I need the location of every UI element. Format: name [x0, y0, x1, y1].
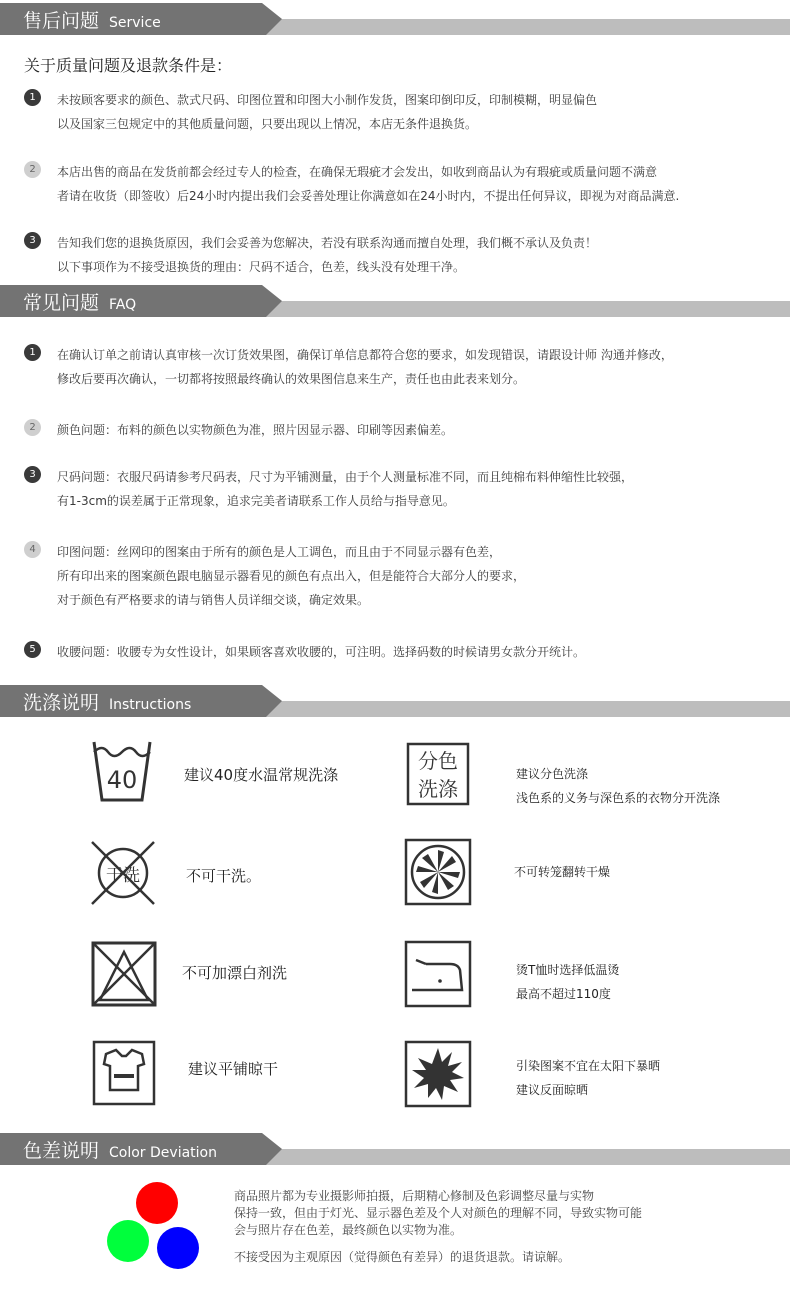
color-description: 商品照片都为专业摄影师拍摄，后期精心修制及色彩调整尽量与实物 保持一致，但由于灯光、显示器色差及个人对颜色的理解不同，导致实物可能 会与照片存在色差，最终颜色以实物为准。 — [234, 1189, 643, 1237]
item-text: 未按顾客要求的颜色、款式尺码、印图位置和印图大小制作发货，图案印倒印反，印制模糊，明显偏色 以及国家三包规定中的其他质量问题，只要出现以上情况，本店无条件退换货。 — [57, 93, 598, 131]
item-text: 在确认订单之前请认真审核一次订货效果图，确保订单信息都符合您的要求，如发现错误，请跟设计师 沟通并修改， 修改后要再次确认，一切都将按照最终确认的效果图信息来生产，责任也由此表来划分。 — [57, 348, 673, 386]
no-bleach-label: 不可加漂白剂洗 — [182, 964, 288, 982]
no-tumble-dry-icon — [404, 838, 472, 906]
section-title: 色差说明 Color Deviation — [23, 1140, 217, 1162]
separate-wash-label: 建议分色洗涤 浅色系的义务与深色系的衣物分开洗涤 — [516, 767, 721, 805]
service-lead: 关于质量问题及退款条件是： — [24, 56, 233, 75]
wash-40-icon — [88, 738, 156, 806]
item-text: 告知我们您的退换货原因，我们会妥善为您解决，若没有联系沟通而擅自处理，我们概不承认及负责！ 以下事项作为不接受退换货的理由：尺码不适合，色差，线头没有处理干净。 — [57, 236, 598, 274]
separate-wash-icon — [406, 742, 470, 806]
iron-low-label: 烫T恤时选择低温烫 最高不超过110度 — [516, 963, 620, 1001]
number-badge: 1 — [24, 344, 41, 361]
no-sun-icon — [404, 1040, 472, 1108]
number-badge: 3 — [24, 232, 41, 249]
flat-dry-label: 建议平铺晾干 — [188, 1060, 279, 1078]
no-dry-clean-icon — [88, 838, 158, 908]
section-title: 售后问题 Service — [23, 10, 161, 32]
red-dot — [136, 1182, 178, 1224]
item-text: 本店出售的商品在发货前都会经过专人的检查，在确保无瑕疵才会发出，如收到商品认为有瑕疵或质量问题不满意 者请在收货（即签收）后24小时内提出我们会妥善处理让你满意如在24小时内，不提出任何异议，即视为对商品满意. — [57, 165, 680, 203]
number-badge: 2 — [24, 419, 41, 436]
svg-text:洗涤: 洗涤 — [418, 777, 458, 801]
color-return-note: 不接受因为主观原因（觉得颜色有差异）的退货退款。请谅解。 — [234, 1250, 571, 1264]
svg-text:40: 40 — [106, 766, 138, 794]
section-title: 洗涤说明 Instructions — [23, 692, 192, 714]
no-sun-label: 引染图案不宜在太阳下暴晒 建议反面晾晒 — [516, 1059, 661, 1097]
blue-dot — [157, 1227, 199, 1269]
number-badge: 2 — [24, 161, 41, 178]
number-badge: 3 — [24, 466, 41, 483]
flat-dry-icon — [92, 1040, 156, 1106]
number-badge: 4 — [24, 541, 41, 558]
item-text: 颜色问题：布料的颜色以实物颜色为准，照片因显示器、印刷等因素偏差。 — [57, 423, 454, 437]
no-tumble-dry-label: 不可转笼翻转干燥 — [514, 865, 611, 879]
wash-40-label: 建议40度水温常规洗涤 — [184, 766, 339, 784]
item-text: 尺码问题：衣服尺码请参考尺码表，尺寸为平铺测量，由于个人测量标准不同，而且纯棉布料伸缩性比较强， 有1-3cm的误差属于正常现象，追求完美者请联系工作人员给与指导意见。 — [57, 470, 634, 508]
section-header-instructions — [0, 685, 790, 717]
section-header-service — [0, 3, 790, 35]
green-dot — [107, 1220, 149, 1262]
number-badge: 5 — [24, 641, 41, 658]
rgb-dots — [105, 1180, 205, 1275]
no-dry-clean-label: 不可干洗。 — [186, 867, 262, 885]
no-bleach-icon — [90, 940, 158, 1008]
iron-low-icon — [404, 940, 472, 1008]
item-text: 印图问题：丝网印的图案由于所有的颜色是人工调色，而且由于不同显示器有色差， 所有印出来的图案颜色跟电脑显示器看见的颜色有点出入，但是能符合大部分人的要求， 对于颜色有严格要求的请与销售人员详细交谈，确定效果。 — [57, 545, 526, 607]
number-badge: 1 — [24, 89, 41, 106]
section-header-color — [0, 1133, 790, 1165]
section-title: 常见问题 FAQ — [23, 292, 137, 314]
section-header-faq — [0, 285, 790, 317]
item-text: 收腰问题：收腰专为女性设计，如果顾客喜欢收腰的，可注明。选择码数的时候请男女款分开统计。 — [57, 645, 586, 659]
svg-text:干洗: 干洗 — [106, 866, 140, 886]
svg-text:分色: 分色 — [418, 749, 458, 773]
